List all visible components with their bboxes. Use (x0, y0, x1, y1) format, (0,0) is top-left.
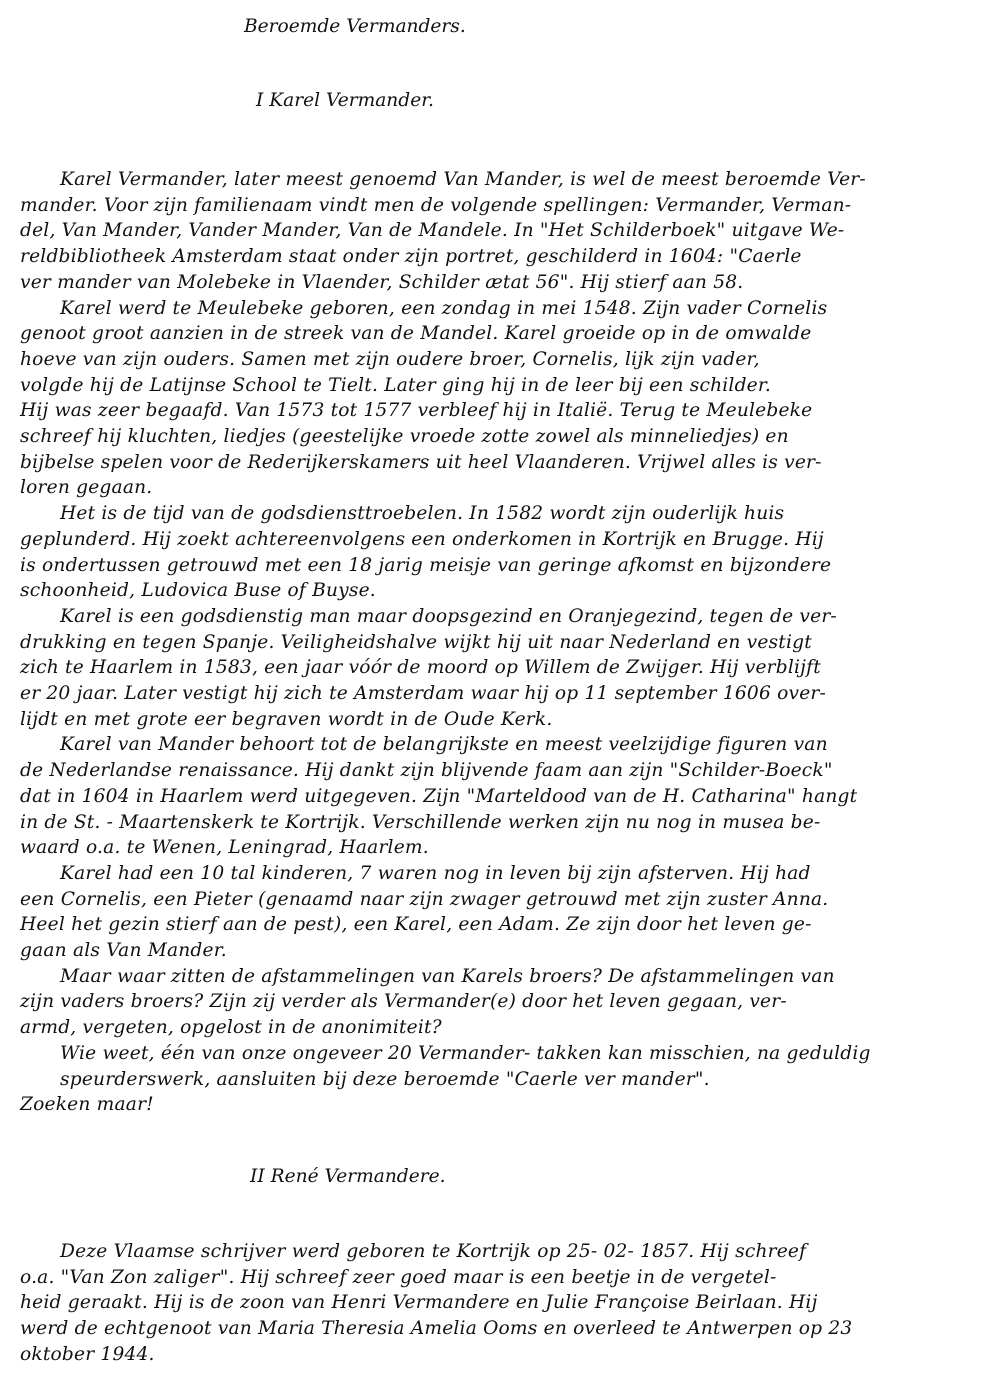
text-line: Karel werd te Meulebeke geboren, een zondag in mei 1548. Zijn vader Cornelis (60, 297, 828, 319)
text-line: Maar waar zitten de afstammelingen van Karels broers? De afstammelingen van (60, 965, 835, 987)
text-line: armd, vergeten, opgelost in de anonimiteit? (20, 1017, 442, 1039)
text-line: o.a. "Van Zon zaliger". Hij schreef zeer goed maar is een beetje in de vergetel- (20, 1266, 777, 1288)
text-line: schoonheid, Ludovica Buse of Buyse. (20, 580, 376, 602)
text-line: del, Van Mander, Vander Mander, Van de Mandele. In "Het Schilderboek" uitgave We- (20, 220, 845, 242)
text-line: lijdt en met grote eer begraven wordt in de Oude Kerk. (20, 708, 553, 730)
text-line: Karel Vermander, later meest genoemd Van Mander, is wel de meest beroemde Ver- (60, 169, 866, 190)
text-line: schreef hij kluchten, liedjes (geestelijke vroede zotte zowel als minneliedjes) en (20, 426, 789, 447)
text-line: gaan als Van Mander. (20, 940, 227, 961)
text-line: ver mander van Molebeke in Vlaender, Schilder ætat 56". Hij stierf aan 58. (20, 271, 744, 293)
text-line: in de St. - Maartenskerk te Kortrijk. Verschillende werken zijn nu nog in musea be- (20, 811, 821, 833)
text-line: hoeve van zijn ouders. Samen met zijn oudere broer, Cornelis, lijk zijn vader, (20, 348, 760, 370)
text-line: reldbibliotheek Amsterdam staat onder zijn portret, geschilderd in 1604: "Caerle (20, 246, 802, 268)
text-line: Karel had een 10 tal kinderen, 7 waren nog in leven bij zijn afsterven. Hij had (60, 862, 811, 884)
text-line: een Cornelis, een Pieter (genaamd naar zijn zwager getrouwd met zijn zuster Anna. (20, 888, 829, 910)
text-line: werd de echtgenoot van Maria Theresia Amelia Ooms en overleed te Antwerpen op 23 (20, 1318, 853, 1340)
text-line: Karel van Mander behoort tot de belangrijkste en meest veelzijdige figuren van (60, 734, 828, 756)
text-line: Deze Vlaamse schrijver werd geboren te Kortrijk op 25- 02- 1857. Hij schreef (60, 1241, 807, 1262)
text-line: geplunderd. Hij zoekt achtereenvolgens een onderkomen in Kortrijk en Brugge. Hij (20, 528, 824, 550)
text-line: Zoeken maar! (20, 1094, 154, 1116)
text-line: zich te Haarlem in 1583, een jaar vóór de moord op Willem de Zwijger. Hij verblijft (20, 657, 821, 679)
text-line: Wie weet, één van onze ongeveer 20 Vermander- takken kan misschien, na geduldig (60, 1042, 871, 1064)
text-line: zijn vaders broers? Zijn zij verder als Vermander(e) door het leven gegaan, ver- (20, 991, 787, 1013)
section1-heading: I Karel Vermander. (256, 90, 434, 111)
section2-heading: II René Vermandere. (250, 1166, 446, 1187)
text-line: Karel is een godsdienstig man maar doopsgezind en Oranjegezind, tegen de ver- (60, 605, 837, 627)
text-line: bijbelse spelen voor de Rederijkerskamers uit heel Vlaanderen. Vrijwel alles is ver- (20, 451, 822, 473)
text-line: speurderswerk, aansluiten bij deze beroemde "Caerle ver mander". (60, 1068, 710, 1090)
text-line: mander. Voor zijn familienaam vindt men de volgende spellingen: Vermander, Verman- (20, 194, 852, 216)
text-line: dat in 1604 in Haarlem werd uitgegeven. Zijn "Marteldood van de H. Catharina" hangt (20, 785, 858, 807)
text-line: waard o.a. te Wenen, Leningrad, Haarlem. (20, 837, 429, 859)
text-line: drukking en tegen Spanje. Veiligheidshalve wijkt hij uit naar Nederland en vestigt (20, 631, 812, 653)
text-line: de Nederlandse renaissance. Hij dankt zijn blijvende faam aan zijn "Schilder-Boeck" (20, 760, 833, 782)
document-title: Beroemde Vermanders. (244, 16, 466, 37)
text-line: heid geraakt. Hij is de zoon van Henri Vermandere en Julie Françoise Beirlaan. Hij (20, 1292, 818, 1314)
text-line: oktober 1944. (20, 1343, 155, 1365)
text-line: er 20 jaar. Later vestigt hij zich te Amsterdam waar hij op 11 september 1606 over- (20, 683, 826, 704)
text-line: loren gegaan. (20, 477, 153, 499)
text-line: Heel het gezin stierf aan de pest), een Karel, een Adam. Ze zijn door het leven ge- (20, 914, 812, 936)
text-line: Hij was zeer begaafd. Van 1573 tot 1577 verbleef hij in Italië. Terug te Meulebeke (20, 400, 813, 422)
text-line: is ondertussen getrouwd met een 18 jarig meisje van geringe afkomst en bijzondere (20, 554, 832, 576)
text-line: genoot groot aanzien in de streek van de Mandel. Karel groeide op in de omwalde (20, 323, 812, 345)
text-line: volgde hij de Latijnse School te Tielt. Later ging hij in de leer bij een schilder. (20, 374, 772, 396)
text-line: Het is de tijd van de godsdiensttroebelen. In 1582 wordt zijn ouderlijk huis (60, 503, 785, 525)
